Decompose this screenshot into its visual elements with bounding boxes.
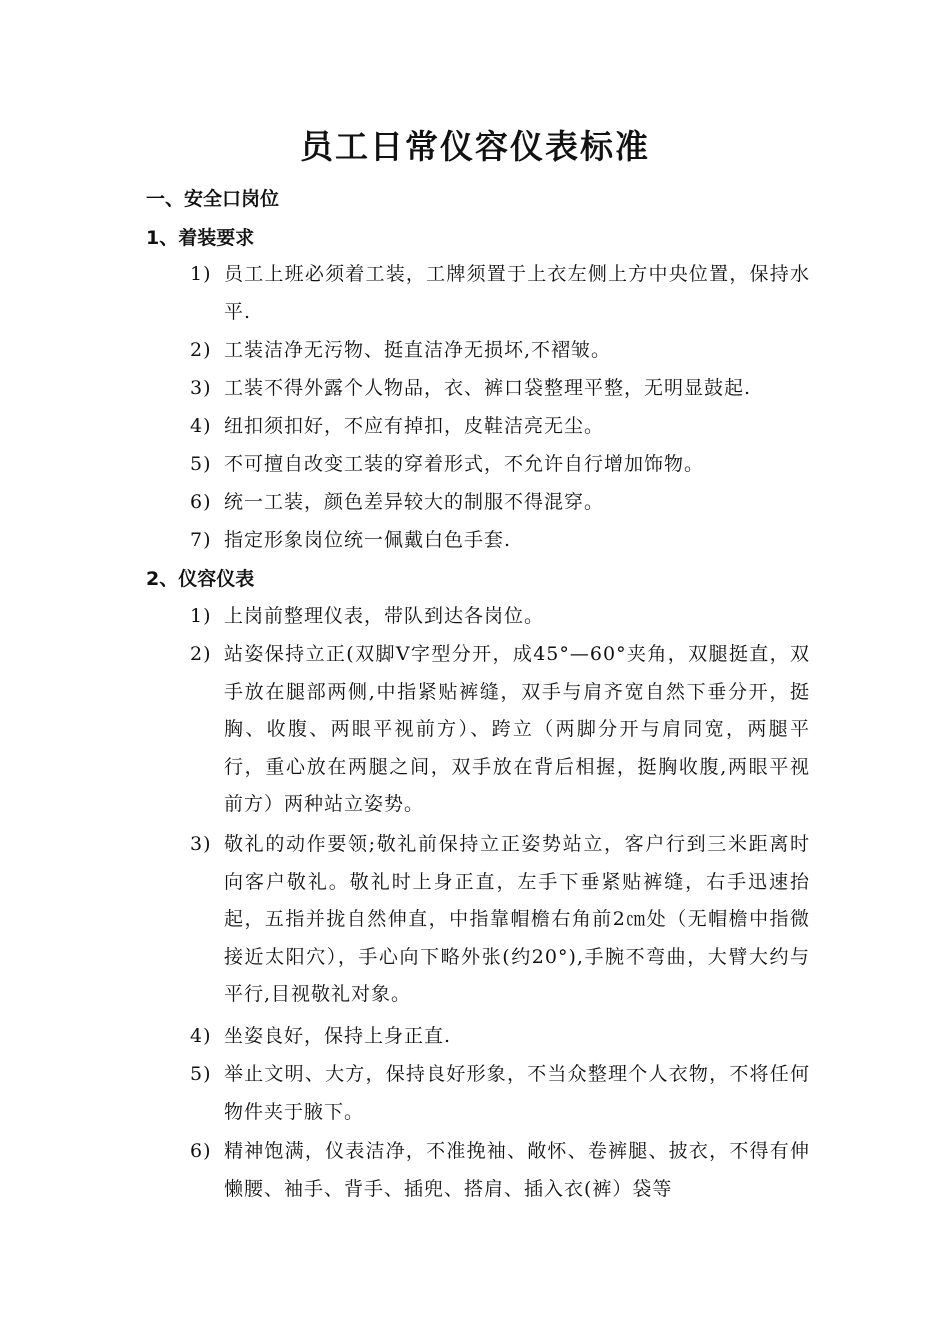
item-text: 精神饱满，仪表洁净，不准挽袖、敞怀、卷裤腿、披衣，不得有伸懒腰、袖手、背手、插兜、搭肩、插入衣(裤）袋等 [224, 1140, 810, 1200]
item-number: 1) [190, 605, 212, 627]
item-text: 上岗前整理仪表，带队到达各岗位。 [224, 605, 545, 627]
item-number: 5) [190, 1063, 212, 1085]
subsection-heading-appearance: 2、仪容仪表 [146, 568, 255, 590]
dress-code-item-4 [190, 408, 810, 446]
appearance-item-6 [190, 1133, 810, 1208]
item-text: 不可擅自改变工装的穿着形式，不允许自行增加饰物。 [224, 453, 705, 475]
dress-code-item-5 [190, 446, 810, 484]
document-title: 员工日常仪容仪表标准 [300, 127, 650, 166]
item-number: 4) [190, 415, 212, 437]
item-text: 统一工装，颜色差异较大的制服不得混穿。 [224, 491, 605, 513]
appearance-item-1 [190, 598, 810, 636]
appearance-item-3 [190, 826, 810, 1014]
subsection-heading-dress-code: 1、着装要求 [146, 227, 255, 249]
item-text: 敬礼的动作要领;敬礼前保持立正姿势站立，客户行到三米距离时向客户敬礼。敬礼时上身正直，左手下垂紧贴裤缝，右手迅速抬起，五指并拢自然伸直，中指靠帽檐右角前2㎝处（无帽檐中指微接近太阳穴），手心向下略外张(约20°),手腕不弯曲，大臂大约与平行,目视敬礼对象。 [224, 833, 810, 1006]
item-text: 站姿保持立正(双脚V字型分开，成45°—60°夹角，双腿挺直，双手放在腿部两侧,中指紧贴裤缝，双手与肩齐宽自然下垂分开，挺胸、收腹、两眼平视前方）、跨立（两脚分开与肩同宽，两腿平行，重心放在两腿之间，双手放在背后相握，挺胸收腹,两眼平视前方）两种站立姿势。 [224, 643, 810, 816]
item-number: 4) [190, 1025, 212, 1047]
item-text: 举止文明、大方，保持良好形象，不当众整理个人衣物，不将任何物件夹于腋下。 [224, 1063, 810, 1123]
item-number: 1) [190, 263, 212, 285]
appearance-item-5 [190, 1056, 810, 1131]
dress-code-item-7 [190, 522, 810, 560]
item-number: 5) [190, 453, 212, 475]
appearance-item-2 [190, 636, 810, 824]
appearance-item-4 [190, 1018, 810, 1056]
item-number: 6) [190, 491, 212, 513]
dress-code-item-6 [190, 484, 810, 522]
item-text: 员工上班必须着工装，工牌须置于上衣左侧上方中央位置，保持水平. [224, 263, 810, 323]
item-number: 3) [190, 833, 212, 855]
item-text: 工装洁净无污物、挺直洁净无损坏,不褶皱。 [224, 339, 612, 361]
item-number: 3) [190, 377, 212, 399]
item-text: 工装不得外露个人物品，衣、裤口袋整理平整，无明显鼓起. [224, 377, 752, 399]
item-text: 坐姿良好，保持上身正直. [224, 1025, 452, 1047]
item-number: 2) [190, 339, 212, 361]
item-number: 6) [190, 1140, 212, 1162]
dress-code-item-3 [190, 370, 810, 408]
item-number: 2) [190, 643, 212, 665]
section-heading-security-post: 一、安全口岗位 [146, 188, 280, 210]
item-text: 纽扣须扣好，不应有掉扣，皮鞋洁亮无尘。 [224, 415, 605, 437]
item-number: 7) [190, 529, 212, 551]
dress-code-item-2 [190, 332, 810, 370]
dress-code-item-1 [190, 256, 810, 331]
item-text: 指定形象岗位统一佩戴白色手套. [224, 529, 512, 551]
